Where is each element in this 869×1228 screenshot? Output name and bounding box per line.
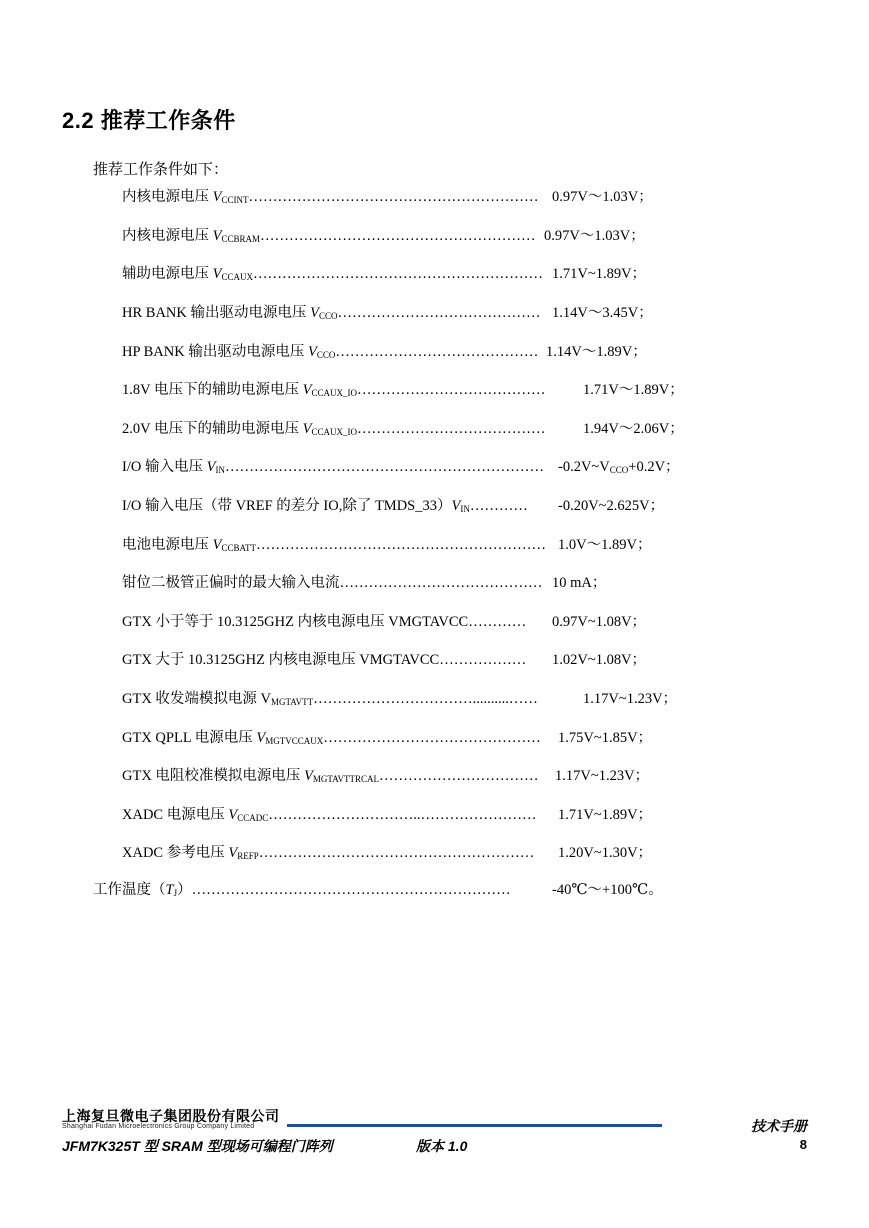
condition-subscript: IN xyxy=(215,465,225,475)
condition-value xyxy=(552,264,646,284)
condition-row xyxy=(122,766,650,786)
dot-leader: …………………………………………………… xyxy=(248,189,539,205)
condition-value xyxy=(552,187,653,207)
condition-value-text: 1.14V～1.89V； xyxy=(546,344,647,360)
condition-row xyxy=(122,187,653,207)
condition-value-text: 0.97V～1.03V； xyxy=(544,228,645,244)
condition-value xyxy=(544,226,645,246)
dot-leader: …………………………………………………… xyxy=(256,537,546,553)
condition-row xyxy=(122,843,653,863)
condition-label: GTX 电阻校准模拟电源电压 xyxy=(122,768,305,784)
condition-value xyxy=(546,342,647,362)
condition-value-text: 1.17V~1.23V； xyxy=(583,691,678,707)
condition-subscript: CCBRAM xyxy=(221,234,260,244)
condition-value-text: 0.97V~1.08V； xyxy=(552,614,647,630)
dot-leader: …………………………………… xyxy=(339,575,543,591)
section-title: 2.2 推荐工作条件 xyxy=(62,108,236,133)
condition-variable: V xyxy=(256,730,266,746)
dot-leader: …………………………………………………… xyxy=(253,266,543,282)
condition-variable: V xyxy=(206,459,216,475)
condition-label: 1.8V 电压下的辅助电源电压 xyxy=(122,382,303,398)
condition-value xyxy=(552,650,646,670)
condition-row xyxy=(122,689,678,709)
condition-row xyxy=(122,419,684,439)
dot-leader: ……………………………..........…… xyxy=(313,691,538,707)
condition-label: XADC 参考电压 xyxy=(122,845,229,861)
condition-value-text: -0.20V~2.625V； xyxy=(558,498,665,514)
condition-value xyxy=(558,805,652,825)
condition-value xyxy=(552,573,606,593)
temperature-leader: ………………………………………………………… xyxy=(191,882,511,898)
condition-label: GTX 小于等于 10.3125GHZ 内核电源电压 VMGTAVCC xyxy=(122,614,469,630)
condition-label: 钳位二极管正偏时的最大输入电流 xyxy=(122,575,340,591)
condition-label: GTX QPLL 电源电压 xyxy=(122,730,257,746)
condition-subscript: CCADC xyxy=(237,813,269,823)
temperature-var: T xyxy=(165,882,174,898)
dot-leader: ………………………………… xyxy=(356,421,546,437)
dot-leader: ………… xyxy=(468,614,527,630)
condition-variable: V xyxy=(212,537,222,553)
dot-leader: …………………………………… xyxy=(335,344,539,360)
condition-subscript: CCBATT xyxy=(221,543,256,553)
condition-value xyxy=(552,612,646,632)
dot-leader: ………………………………………………… xyxy=(258,845,535,861)
condition-label: I/O 输入电压（带 VREF 的差分 IO,除了 TMDS_33） xyxy=(122,498,452,514)
condition-row xyxy=(122,496,665,516)
condition-value-text: 1.94V～2.06V； xyxy=(583,421,684,437)
condition-subscript: CCINT xyxy=(221,195,249,205)
condition-label: HP BANK 输出驱动电源电压 xyxy=(122,344,308,360)
footer-company-en: Shanghai Fudan Microelectronics Group Company Limited xyxy=(62,1123,255,1130)
condition-variable: V xyxy=(212,228,222,244)
condition-row xyxy=(122,612,647,632)
condition-variable: V xyxy=(302,382,312,398)
dot-leader: …………………………………… xyxy=(337,305,541,321)
condition-subscript: CCO xyxy=(318,311,338,321)
condition-label: 辅助电源电压 xyxy=(122,266,213,282)
temperature-row xyxy=(93,880,663,900)
intro-text: 推荐工作条件如下： xyxy=(93,162,229,178)
condition-value-tail: +0.2V； xyxy=(628,459,680,475)
footer-version: 版本 1.0 xyxy=(416,1138,468,1154)
condition-subscript: MGTAVTTRCAL xyxy=(312,774,380,784)
condition-row xyxy=(122,805,653,825)
condition-row xyxy=(122,650,647,670)
dot-leader: ………………………………………………………… xyxy=(224,459,544,475)
condition-value-text: 1.02V~1.08V； xyxy=(552,652,647,668)
condition-variable: V xyxy=(228,807,238,823)
condition-value-text: 1.14V～3.45V； xyxy=(552,305,653,321)
condition-variable: V xyxy=(302,421,312,437)
condition-label: 2.0V 电压下的辅助电源电压 xyxy=(122,421,303,437)
condition-value xyxy=(558,457,680,477)
page-number: 8 xyxy=(799,1137,807,1152)
condition-variable: V xyxy=(212,266,222,282)
dot-leader: ………… xyxy=(469,498,528,514)
condition-label: XADC 电源电压 xyxy=(122,807,229,823)
dot-leader: ………………………………… xyxy=(356,382,546,398)
condition-label: I/O 输入电压 xyxy=(122,459,207,475)
condition-value-text: 1.71V~1.89V； xyxy=(552,266,647,282)
condition-row xyxy=(122,573,607,593)
condition-value xyxy=(583,689,677,709)
dot-leader: …………………………..…………………… xyxy=(268,807,537,823)
condition-value-text: -0.2V~V xyxy=(558,459,610,475)
condition-label: 内核电源电压 xyxy=(122,189,213,205)
condition-variable: V xyxy=(304,768,313,784)
condition-value-text: 1.71V～1.89V； xyxy=(583,382,684,398)
condition-value xyxy=(555,766,649,786)
condition-label: 电池电源电压 xyxy=(122,537,213,553)
condition-variable: V xyxy=(451,498,461,514)
condition-value xyxy=(583,419,684,439)
temperature-close: ） xyxy=(177,882,192,898)
condition-value-text: 1.17V~1.23V； xyxy=(555,768,650,784)
condition-value-text: 1.71V~1.89V； xyxy=(558,807,653,823)
temperature-label: 工作温度（ xyxy=(93,882,166,898)
condition-label: GTX 收发端模拟电源 V xyxy=(122,691,272,707)
condition-subscript: CCAUX xyxy=(221,272,253,282)
condition-subscript: IN xyxy=(460,504,470,514)
condition-value xyxy=(558,728,652,748)
condition-row xyxy=(122,264,647,284)
temperature-value: -40℃～+100℃。 xyxy=(552,882,663,898)
condition-value xyxy=(583,380,684,400)
condition-variable: V xyxy=(307,344,317,360)
condition-subscript: MGTAVTT xyxy=(271,697,314,707)
dot-leader: ………………………………………………… xyxy=(260,228,536,244)
condition-subscript: CCO xyxy=(316,350,336,360)
condition-variable: V xyxy=(228,845,238,861)
condition-label: GTX 大于 10.3125GHZ 内核电源电压 VMGTAVCC xyxy=(122,652,440,668)
condition-subscript: MGTVCCAUX xyxy=(265,736,324,746)
condition-label: HR BANK 输出驱动电源电压 xyxy=(122,305,311,321)
condition-row xyxy=(122,342,647,362)
condition-row xyxy=(122,535,652,555)
condition-variable: V xyxy=(310,305,319,321)
condition-row xyxy=(122,303,653,323)
condition-value-text: 1.20V~1.30V； xyxy=(558,845,653,861)
condition-value xyxy=(552,303,653,323)
condition-value-subscript: CCO xyxy=(609,465,629,475)
condition-row xyxy=(122,380,684,400)
footer-manual-label: 技术手册 xyxy=(751,1118,807,1134)
condition-value xyxy=(558,535,651,555)
condition-subscript: REFP xyxy=(237,851,259,861)
condition-value-text: 1.75V~1.85V； xyxy=(558,730,653,746)
condition-variable: V xyxy=(212,189,222,205)
footer-doc-title: JFM7K325T 型 SRAM 型现场可编程门阵列 xyxy=(62,1138,333,1154)
condition-value-text: 1.0V～1.89V； xyxy=(558,537,652,553)
condition-label: 内核电源电压 xyxy=(122,228,213,244)
condition-row xyxy=(122,226,645,246)
condition-value xyxy=(558,496,664,516)
temperature-sub: J xyxy=(173,888,178,898)
dot-leader: …………………………… xyxy=(379,768,539,784)
condition-value-text: 0.97V～1.03V； xyxy=(552,189,653,205)
footer-rule xyxy=(287,1124,662,1127)
condition-value xyxy=(558,843,652,863)
footer-company-cn: 上海复旦微电子集团股份有限公司 xyxy=(62,1108,280,1124)
dot-leader: ……………………………………… xyxy=(323,730,541,746)
condition-subscript: CCAUX_IO xyxy=(311,427,357,437)
condition-row xyxy=(122,728,653,748)
condition-value-text: 10 mA； xyxy=(552,575,607,591)
dot-leader: ……………… xyxy=(439,652,527,668)
condition-subscript: CCAUX_IO xyxy=(311,388,357,398)
